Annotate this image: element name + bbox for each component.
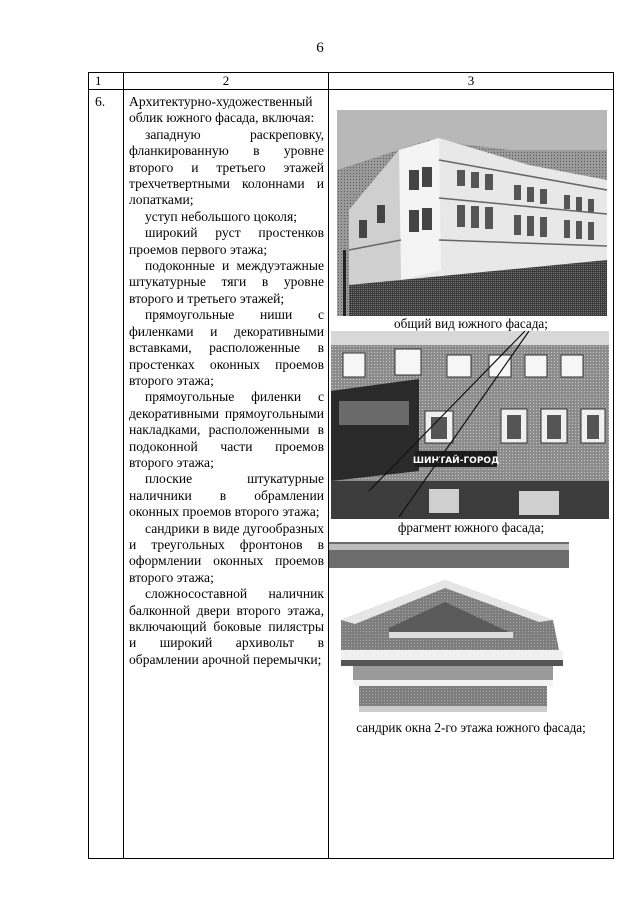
- list-item: уступ небольшого цоколя;: [145, 208, 297, 224]
- list-item: плоские штукатурные наличники в обрамлении оконных проемов второго этажа;: [129, 471, 324, 520]
- list-item: сандрики в виде дугообразных и треугольных фронтонов в оформлении оконных проемов второго этажа;: [129, 520, 324, 585]
- row-number: 6.: [89, 90, 124, 859]
- list-item: прямоугольные филенки с декоративными прямоугольными накладками, расположенными в подоконной части проемов второго этажа;: [129, 389, 324, 470]
- figure-caption: общий вид южного фасада;: [394, 316, 548, 331]
- header-col-1: 1: [89, 73, 124, 90]
- page-number: 6: [316, 40, 324, 56]
- sign-text: ШИНТАЙ-ГОРОД: [412, 456, 500, 466]
- row-images: [329, 90, 614, 859]
- header-col-3: 3: [329, 73, 614, 90]
- table-row: [89, 90, 614, 859]
- facade-fragment-photo: [329, 331, 613, 519]
- list-item: подоконные и междуэтажные штукатурные тяги в уровне второго и третьего этажей;: [129, 258, 324, 306]
- window-pediment-photo: [329, 540, 613, 718]
- building-photo: [329, 110, 613, 316]
- header-col-2: 2: [124, 73, 329, 90]
- list-item: широкий руст простенков проемов первого этажа;: [129, 225, 324, 257]
- monument-elements-table: [88, 72, 614, 859]
- list-item: сложносоставной наличник балконной двери второго этажа, включающий боковые пилястры и широкий архивольт в обрамлении арочной перемычки;: [129, 586, 324, 667]
- figure-caption: сандрик окна 2-го этажа южного фасада;: [356, 720, 586, 735]
- list-item: прямоугольные ниши с филенками и декоративными вставками, расположенные в простенках оконных проемов второго этажа;: [129, 307, 324, 388]
- figure-caption: фрагмент южного фасада;: [397, 520, 545, 535]
- row-description: [124, 90, 329, 859]
- list-item: западную раскреповку, фланкированную в уровне второго и третьего этажей трехчетвертными колоннами и лопатками;: [129, 126, 324, 208]
- description-intro: Архитектурно-художественный облик южного фасада, включая:: [129, 94, 315, 126]
- table-header-row: [89, 73, 614, 90]
